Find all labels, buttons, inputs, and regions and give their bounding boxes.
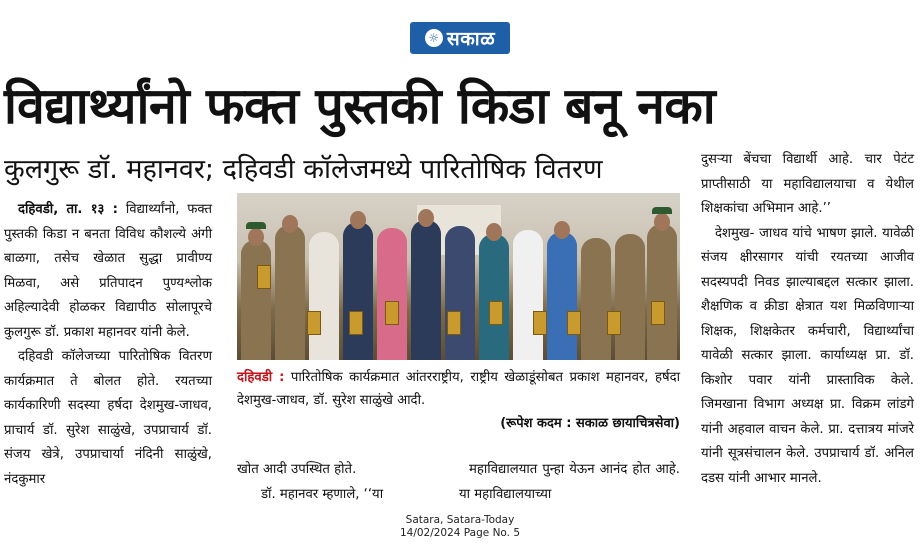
person	[581, 238, 611, 360]
article-paragraph: महाविद्यालयात पुन्हा येऊन आनंद होत आहे. या महाविद्यालयाच्या	[459, 462, 680, 502]
trophy	[533, 311, 547, 335]
page-footer	[360, 514, 560, 540]
person	[377, 228, 407, 360]
person-head	[486, 223, 502, 241]
trophy	[567, 311, 581, 335]
news-photo	[237, 193, 680, 360]
masthead-logo	[410, 22, 510, 54]
footer-edition: Satara, Satara-Today	[405, 514, 515, 526]
person	[479, 234, 509, 360]
caption-text: पारितोषिक कार्यक्रमात आंतरराष्ट्रीय, राष्ट्रीय खेळाडूंसोबत प्रकाश महानवर, हर्षदा देशमुख-जाधव, डॉ. सुरेश साळुंखे आदी.	[237, 370, 680, 408]
photo-caption	[237, 366, 680, 412]
article-paragraph: दुसऱ्या बेंचचा विद्यार्थी आहे. चार पेटंट प्राप्तीसाठी या महाविद्यालयाचा व येथील शिक्षकांचा अभिमान आहे.’’	[701, 152, 914, 216]
subheadline: कुलगुरू डॉ. महानवर; दहिवडी कॉलेजमध्ये पारितोषिक वितरण	[4, 154, 603, 185]
trophy	[651, 301, 665, 325]
caption-place: दहिवडी :	[237, 370, 285, 385]
article-column-4	[701, 148, 914, 491]
person-cap	[246, 222, 266, 229]
article-column-1	[4, 198, 212, 492]
article-column-2	[237, 458, 449, 507]
person	[445, 226, 475, 360]
person-head	[350, 211, 366, 229]
headline: विद्यार्थ्यांनो फक्त पुस्तकी किडा बनू नका	[4, 77, 716, 135]
masthead-logo-text: सकाळ	[446, 28, 496, 50]
photo-credit: (रूपेश कदम : सकाळ छायाचित्रसेवा)	[500, 416, 680, 431]
trophy	[489, 301, 503, 325]
trophy	[607, 311, 621, 335]
article-paragraph: देशमुख- जाधव यांचे भाषण झाले. यावेळी संजय क्षीरसागर यांची रयतच्या आजीव सदस्यपदी निवड झाल्याबद्दल सत्कार झाला. शैक्षणिक व क्रीडा क्षेत्रात यश मिळविणाऱ्या शिक्षक, शिक्षकेतर कर्मचारी, विद्यार्थ्यांचा यावेळी सत्कार झाला. कार्याध्यक्ष प्रा. डॉ. किशोर पवार यांनी प्रास्ताविक केले. जिमखाना विभाग अध्यक्ष प्रा. विक्रम लांडगे यांनी अहवाल वाचन केले. प्रा. दत्तात्रय मांजरे यांनी सूत्रसंचालन केले. उपप्राचार्य डॉ. अनिल दडस यांनी आभार मानले.	[701, 225, 914, 486]
person	[547, 232, 577, 360]
article-paragraph: खोत आदी उपस्थित होते.	[237, 462, 357, 477]
person	[309, 232, 339, 360]
article-text: विद्यार्थ्यांनो, फक्त पुस्तकी किडा न बनता विविध कौशल्ये अंगी बाळगा, तसेच खेळात सुद्धा प्रावीण्य मिळवा, असे प्रतिपादन पुण्यश्लोक अहिल्यादेवी होळकर विद्यापीठ सोलापूरचे कुलगुरू डॉ. प्रकाश महानवर यांनी केले.	[4, 202, 212, 340]
trophy	[447, 311, 461, 335]
person-head	[282, 215, 298, 233]
person	[241, 240, 271, 360]
trophy	[307, 311, 321, 335]
person	[615, 234, 645, 360]
dateline: दहिवडी, ता. १३ :	[18, 202, 118, 217]
article-paragraph: डॉ. महानवर म्हणाले, ‘‘या	[261, 486, 384, 502]
trophy	[349, 311, 363, 335]
person	[411, 220, 441, 360]
footer-date-page: 14/02/2024 Page No. 5	[399, 527, 521, 539]
sun-emblem-icon: ☼	[425, 29, 443, 47]
person	[647, 224, 677, 360]
person	[275, 225, 305, 360]
article-column-3	[459, 458, 680, 507]
person-head	[248, 228, 264, 246]
article-paragraph	[4, 198, 212, 345]
person-cap	[652, 207, 672, 214]
trophy	[257, 265, 271, 289]
person	[343, 222, 373, 360]
trophy	[385, 301, 399, 325]
person	[513, 230, 543, 360]
person-head	[418, 209, 434, 227]
article-paragraph: दहिवडी कॉलेजच्या पारितोषिक वितरण कार्यक्रमात ते बोलत होते. रयतच्या कार्यकारिणी सदस्या हर्षदा देशमुख-जाधव, प्राचार्य डॉ. सुरेश साळुंखे, उपप्राचार्य डॉ. संजय खेत्रे, उपप्राचार्या नंदिनी साळुंखे, नंदकुमार	[4, 349, 212, 487]
person-head	[554, 221, 570, 239]
person-head	[654, 213, 670, 231]
